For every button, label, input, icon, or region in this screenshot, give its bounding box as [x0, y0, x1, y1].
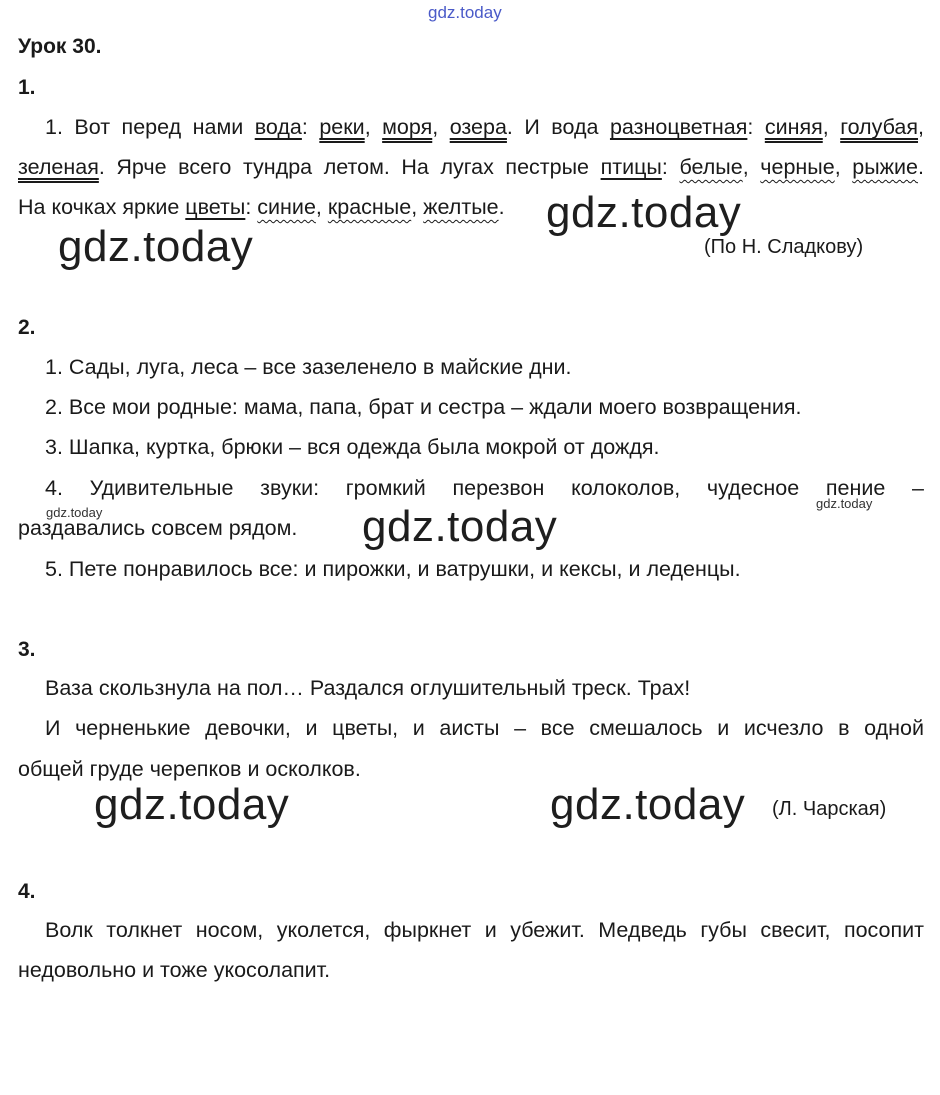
- task2-number: 2.: [18, 316, 36, 339]
- watermark-big: gdz.today: [94, 780, 290, 829]
- task1-attribution: (По Н. Сладкову): [704, 236, 864, 258]
- task3-line3: общей груде черепков и осколков.: [18, 757, 361, 781]
- watermark-small: gdz.today: [816, 496, 873, 511]
- task4-line2: недовольно и тоже укосолапит.: [18, 958, 331, 982]
- task1-line3: На кочках яркие цветы: синие, красные, желтые.: [18, 195, 505, 219]
- word-ozera: озера: [449, 115, 507, 139]
- word-zelenaya: зеленая: [18, 155, 99, 179]
- watermark-small: gdz.today: [46, 505, 103, 520]
- task3-number: 3.: [18, 638, 36, 661]
- word-morya: моря: [382, 115, 433, 139]
- task4-line1: Волк толкнет носом, уколется, фыркнет и убежит. Медведь губы свесит, посопит: [45, 918, 924, 942]
- word-golubaya: голубая: [840, 115, 919, 139]
- word-ryzhie: рыжие: [852, 155, 919, 179]
- watermark-big: gdz.today: [58, 222, 254, 271]
- word-ptitsy: птицы: [600, 155, 662, 179]
- task4-number: 4.: [18, 880, 36, 903]
- word-reki: реки: [319, 115, 365, 139]
- watermark-big: gdz.today: [546, 188, 742, 237]
- word-krasnye: красные: [327, 195, 412, 219]
- word-zheltye: желтые: [423, 195, 499, 219]
- word-tsvety: цветы: [185, 195, 246, 219]
- word-raznocvetnaya: разноцветная: [609, 115, 748, 139]
- word-voda: вода: [254, 115, 302, 139]
- task2-item: 5. Пете понравилось все: и пирожки, и ватрушки, и кексы, и леденцы.: [45, 557, 741, 581]
- task1-line1: 1. Вот перед нами вода: реки, моря, озера. И вода разноцветная: синяя, голубая,: [45, 115, 924, 139]
- word-sinie: синие: [257, 195, 316, 219]
- watermark-big: gdz.today: [550, 780, 746, 829]
- task2-item: 1. Сады, луга, леса – все зазеленело в майские дни.: [45, 355, 572, 379]
- task1-line2: зеленая. Ярче всего тундра летом. На лугах пестрые птицы: белые, черные, рыжие.: [18, 155, 924, 179]
- watermark-big: gdz.today: [362, 502, 558, 551]
- task2-item: 4. Удивительные звуки: громкий перезвон колоколов, чудесное пение –: [45, 476, 924, 500]
- task3-attribution: (Л. Чарская): [772, 798, 887, 820]
- task2-item: 3. Шапка, куртка, брюки – вся одежда была мокрой от дождя.: [45, 435, 660, 459]
- word-chernye: черные: [760, 155, 835, 179]
- word-belye: белые: [679, 155, 743, 179]
- task2-item: 2. Все мои родные: мама, папа, брат и сестра – ждали моего возвращения.: [45, 395, 802, 419]
- word-sinyaya: синяя: [764, 115, 823, 139]
- watermark-top: gdz.today: [428, 3, 502, 22]
- task3-line2: И черненькие девочки, и цветы, и аисты – все смешалось и исчезло в одной: [45, 716, 924, 740]
- task2-item-continued: раздавались совсем рядом.: [18, 516, 298, 540]
- lesson-title: Урок 30.: [18, 35, 102, 58]
- task3-line1: Ваза скользнула на пол… Раздался оглушительный треск. Трах!: [45, 676, 691, 700]
- task1-number: 1.: [18, 76, 36, 99]
